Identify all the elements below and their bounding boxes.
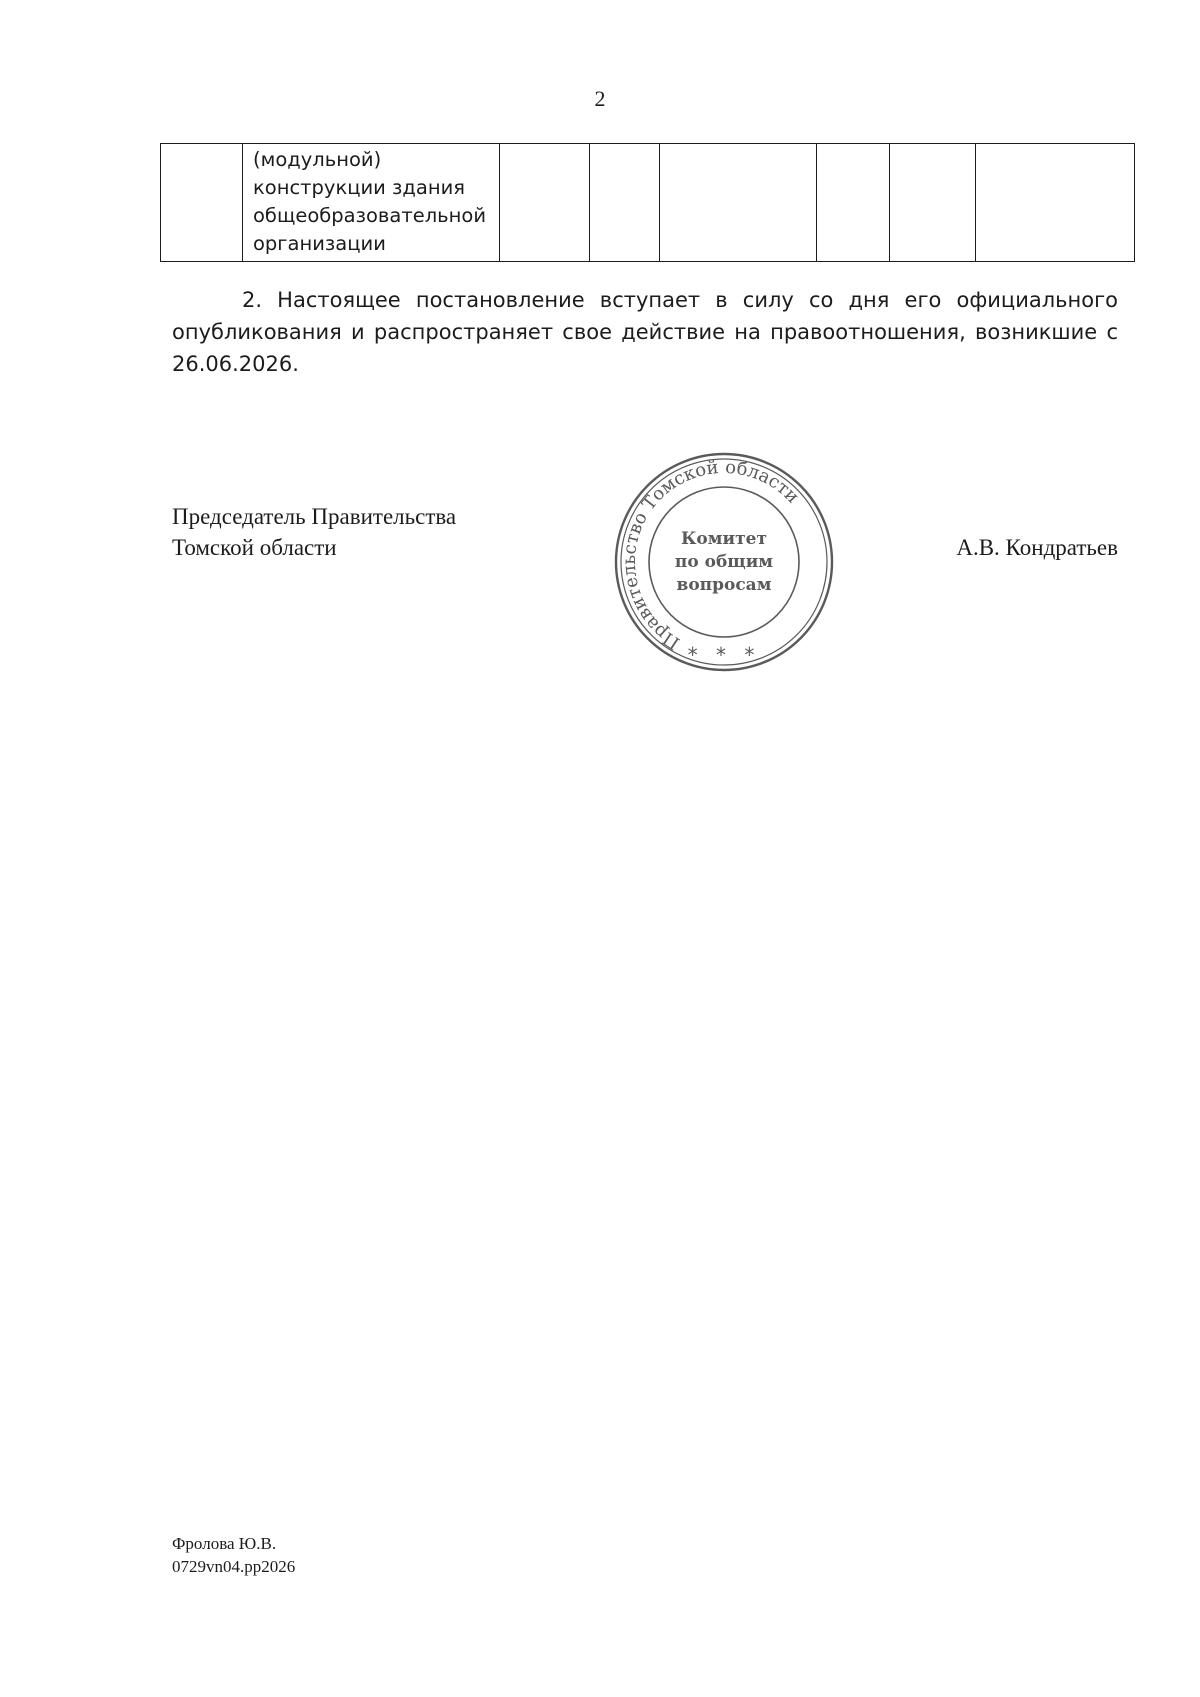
table-cell (976, 144, 1135, 262)
document-footer (172, 1532, 295, 1578)
signatory-title-line-1: Председатель Правительства (172, 504, 457, 529)
signatory-name: А.В. Кондратьев (956, 535, 1118, 560)
table-cell (161, 144, 243, 262)
table-cell (817, 144, 890, 262)
signatory-title (172, 501, 456, 563)
paragraph-rest: опубликования и распространяет свое действие на правоотношения, возникшие с 26.06.2026. (172, 320, 1118, 376)
table-cell (660, 144, 817, 262)
table-cell (500, 144, 590, 262)
seal-center-line-3: вопросам (676, 575, 772, 595)
seal-center-line-2: по общим (674, 552, 774, 572)
table-cell-description: (модульной) конструкции здания общеобразовательной организации (243, 144, 500, 262)
official-seal (612, 450, 836, 674)
paragraph-first-line: 2. Настоящее постановление вступает в силу со дня его официального (242, 288, 1118, 312)
continuation-table (160, 143, 1135, 262)
signatory-title-line-2: Томской области (172, 535, 337, 560)
seal-ring-text-path: Правительство Томской области (618, 456, 804, 654)
table-row (161, 144, 1135, 262)
table-cell (890, 144, 976, 262)
page-number: 2 (594, 86, 606, 111)
paragraph-2 (172, 284, 1118, 380)
seal-stars: * * * (687, 643, 761, 667)
table-cell (590, 144, 660, 262)
seal-center-line-1: Комитет (680, 529, 768, 549)
executor-name: Фролова Ю.В. (172, 1534, 277, 1553)
document-code: 0729vn04.pp2026 (172, 1557, 296, 1576)
